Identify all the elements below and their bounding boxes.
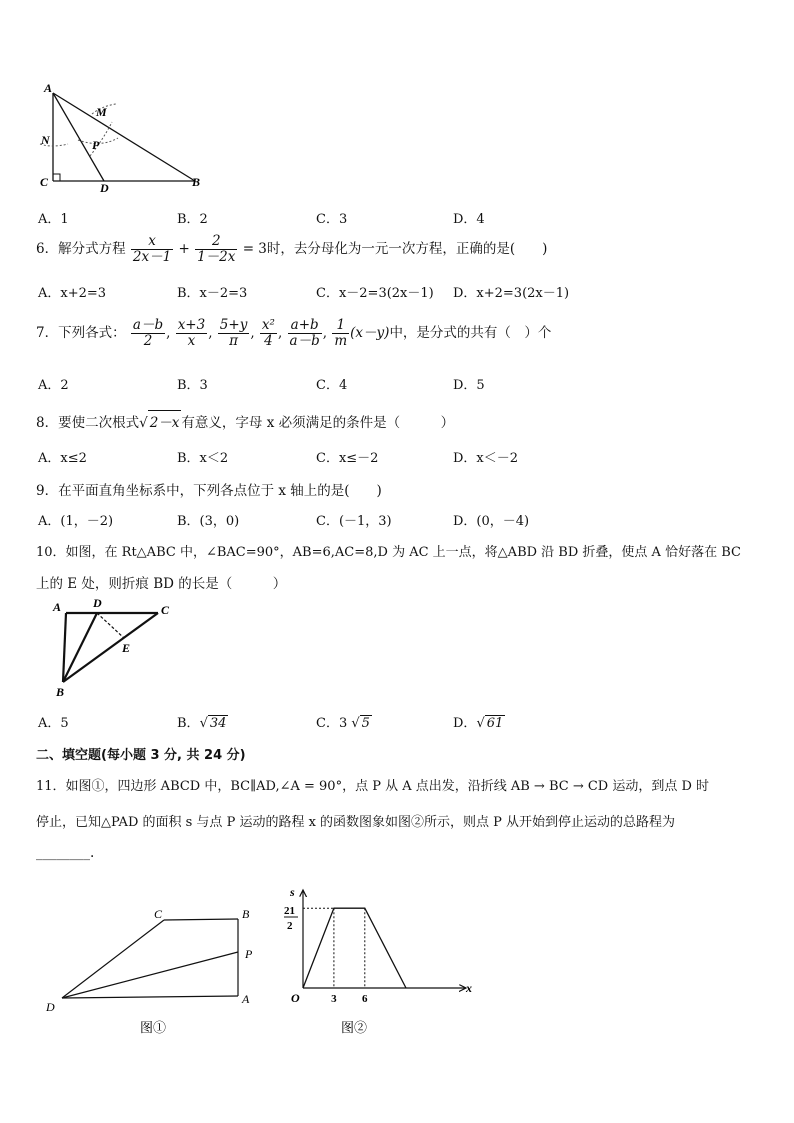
q8-suffix: 有意义，字母 x 必须满足的条件是（ ） xyxy=(181,415,455,431)
section-2-title: 二、填空题(每小题 3 分, 共 24 分) xyxy=(36,748,246,763)
fig10-fold-de xyxy=(97,613,124,638)
q8-stem: 8．要使二次根式√ 2－x 有意义，字母 x 必须满足的条件是（ ） xyxy=(36,410,454,431)
q6-option-b[interactable]: B．x－2=3 xyxy=(177,286,248,301)
q10-option-c[interactable]: C．3 √ 5 xyxy=(316,716,370,731)
q9-stem: 9．在平面直角坐标系中，下列各点位于 x 轴上的是( ) xyxy=(36,483,382,499)
fig10-side-ab xyxy=(63,613,66,682)
fig11-side-ad xyxy=(62,996,238,998)
q7-fraction-3: $\frac{5+y}{\pi}$ xyxy=(219,317,248,349)
q7-fraction-1: $\frac{a-b}{2}$ xyxy=(132,317,164,349)
fig5-label-c: C xyxy=(40,175,49,189)
q5-triangle-figure xyxy=(30,78,210,196)
fig2-xtick-6: 6 xyxy=(362,993,368,1005)
q9-option-c[interactable]: C．(－1，3) xyxy=(316,514,392,529)
q10-option-c-label: C．3 xyxy=(316,716,348,731)
q7-fraction-4: $\frac{\text{x²}}{4}$ xyxy=(261,317,275,349)
q6-suffix: = 3时，去分母化为一元一次方程，正确的是( ) xyxy=(242,241,548,257)
fig5-label-b: B xyxy=(192,175,201,189)
fig5-label-m: M xyxy=(96,105,107,119)
fig2-ytick-num: 21 xyxy=(284,905,295,917)
q5-option-d[interactable]: D．4 xyxy=(453,212,485,227)
q9-option-b[interactable]: B．(3，0) xyxy=(177,514,240,529)
fig11-label-a: A xyxy=(242,992,250,1006)
q6-plus: + xyxy=(178,241,190,257)
q8-option-d[interactable]: D．x＜－2 xyxy=(453,451,519,466)
fig11-caption-1: 图① xyxy=(140,1020,167,1035)
fig11-segment-dp xyxy=(62,952,238,998)
q10-option-b[interactable]: B．√ 34 xyxy=(177,716,227,731)
fig10-label-b: B xyxy=(56,685,65,699)
q9-option-a[interactable]: A．(1，－2) xyxy=(38,514,114,529)
q7-fraction-5: $\frac{a+b}{a-b}$ xyxy=(289,317,320,349)
q10-option-c-radicand: 5 xyxy=(361,716,370,731)
fig5-label-p: P xyxy=(92,138,100,152)
q8-option-c[interactable]: C．x≤－2 xyxy=(316,451,379,466)
q6-option-d[interactable]: D．x+2=3(2x－1) xyxy=(453,286,570,301)
q7-option-d[interactable]: D．5 xyxy=(453,378,485,393)
fig10-label-a: A xyxy=(53,600,62,614)
q6-prefix: 6．解分式方程 xyxy=(36,241,126,257)
q9-option-d[interactable]: D．(0，－4) xyxy=(453,514,530,529)
q10-stem-line1: 10．如图，在 Rt△ABC 中，∠BAC=90°，AB=6,AC=8,D 为 AC 上一点，将△ABD 沿 BD 折叠，使点 A 恰好落在 BC xyxy=(36,545,741,560)
fig5-right-angle xyxy=(53,174,60,181)
q7-stem: 7．下列各式： $\frac{a-b}{2}$ , $\frac{x+3}{x}$ , $\frac{5+y}{\pi}$ , $\frac{\text{x²}}{4}$ , $\frac{a+b}{a-b}$ , $\frac{1}{m}$ (x－y)中，是分式的共有（ ）个 xyxy=(36,317,552,349)
q10-option-d[interactable]: D．√ 61 xyxy=(453,716,504,731)
q7-fraction-2: $\frac{x+3}{x}$ xyxy=(177,317,206,349)
q7-suffix: 中，是分式的共有（ ）个 xyxy=(389,325,552,341)
q7-option-a[interactable]: A．2 xyxy=(38,378,69,393)
fig11-label-d: D xyxy=(46,1000,55,1014)
fig10-label-d: D xyxy=(93,596,102,610)
fig11-side-dc xyxy=(62,920,164,998)
fig5-label-a: A xyxy=(44,81,53,95)
q6-fraction-2: $\frac{2}{1-2x}$ xyxy=(197,233,236,265)
q11-answer-blank[interactable]: ________. xyxy=(36,845,95,861)
fig11-label-p: P xyxy=(245,947,253,961)
q11-figure-2-graph xyxy=(276,880,486,1040)
q11-figure-1 xyxy=(40,900,270,1040)
q10-option-b-label: B． xyxy=(177,716,200,731)
q7-tail-expression: (x－y) xyxy=(350,325,390,341)
q6-option-a[interactable]: A．x+2=3 xyxy=(38,286,107,301)
q11-stem-line1: 11．如图①，四边形 ABCD 中，BC∥AD,∠A = 90°，点 P 从 A 点出发，沿折线 AB → BC → CD 运动，到点 D 时 xyxy=(36,779,710,794)
fig11-label-c: C xyxy=(154,907,163,921)
fig5-side-ab xyxy=(53,93,195,181)
fig2-ytick-den: 2 xyxy=(287,920,293,932)
fig10-side-bc xyxy=(63,613,158,682)
fig2-series-line xyxy=(303,908,406,988)
fig11-label-b: B xyxy=(242,907,250,921)
fig11-side-cb xyxy=(164,919,238,920)
fig10-label-c: C xyxy=(161,603,170,617)
q10-triangle-figure xyxy=(48,596,183,700)
q10-stem-line2: 上的 E 处，则折痕 BD 的长是（ ） xyxy=(36,576,287,592)
q10-option-d-label: D． xyxy=(453,716,477,731)
q11-stem-line2: 停止，已知△PAD 的面积 s 与点 P 运动的路程 x 的函数图象如图②所示，则点 P 从开始到停止运动的总路程为 xyxy=(36,815,676,830)
q6-option-c[interactable]: C．x－2=3(2x－1) xyxy=(316,286,434,301)
q10-option-b-radicand: 34 xyxy=(209,716,227,731)
q5-option-a[interactable]: A．1 xyxy=(38,212,69,227)
fig5-label-d: D xyxy=(100,181,109,195)
fig10-label-e: E xyxy=(122,641,131,655)
fig2-label-s: s xyxy=(290,885,295,899)
q10-option-d-radicand: 61 xyxy=(486,716,504,731)
fig2-label-o: O xyxy=(291,991,300,1005)
q7-fraction-6: $\frac{1}{m}$ xyxy=(334,317,348,349)
q6-stem xyxy=(36,234,547,265)
fig11-caption-2: 图② xyxy=(341,1020,368,1035)
fig5-label-n: N xyxy=(41,133,50,147)
q5-option-b[interactable]: B．2 xyxy=(177,212,208,227)
q10-option-a[interactable]: A．5 xyxy=(38,716,69,731)
fig2-xtick-3: 3 xyxy=(331,993,337,1005)
fig10-fold-bd xyxy=(63,613,97,682)
q6-fraction-1: $\frac{x}{2x-1}$ xyxy=(132,233,172,265)
q7-option-b[interactable]: B．3 xyxy=(177,378,208,393)
q8-radicand: 2－x xyxy=(148,410,182,431)
q8-option-a[interactable]: A．x≤2 xyxy=(38,451,87,466)
q8-option-b[interactable]: B．x＜2 xyxy=(177,451,229,466)
fig2-label-x: x xyxy=(466,981,472,995)
q7-option-c[interactable]: C．4 xyxy=(316,378,348,393)
q8-prefix: 8．要使二次根式 xyxy=(36,415,140,431)
q5-option-c[interactable]: C．3 xyxy=(316,212,348,227)
q7-prefix: 7．下列各式： xyxy=(36,325,126,341)
